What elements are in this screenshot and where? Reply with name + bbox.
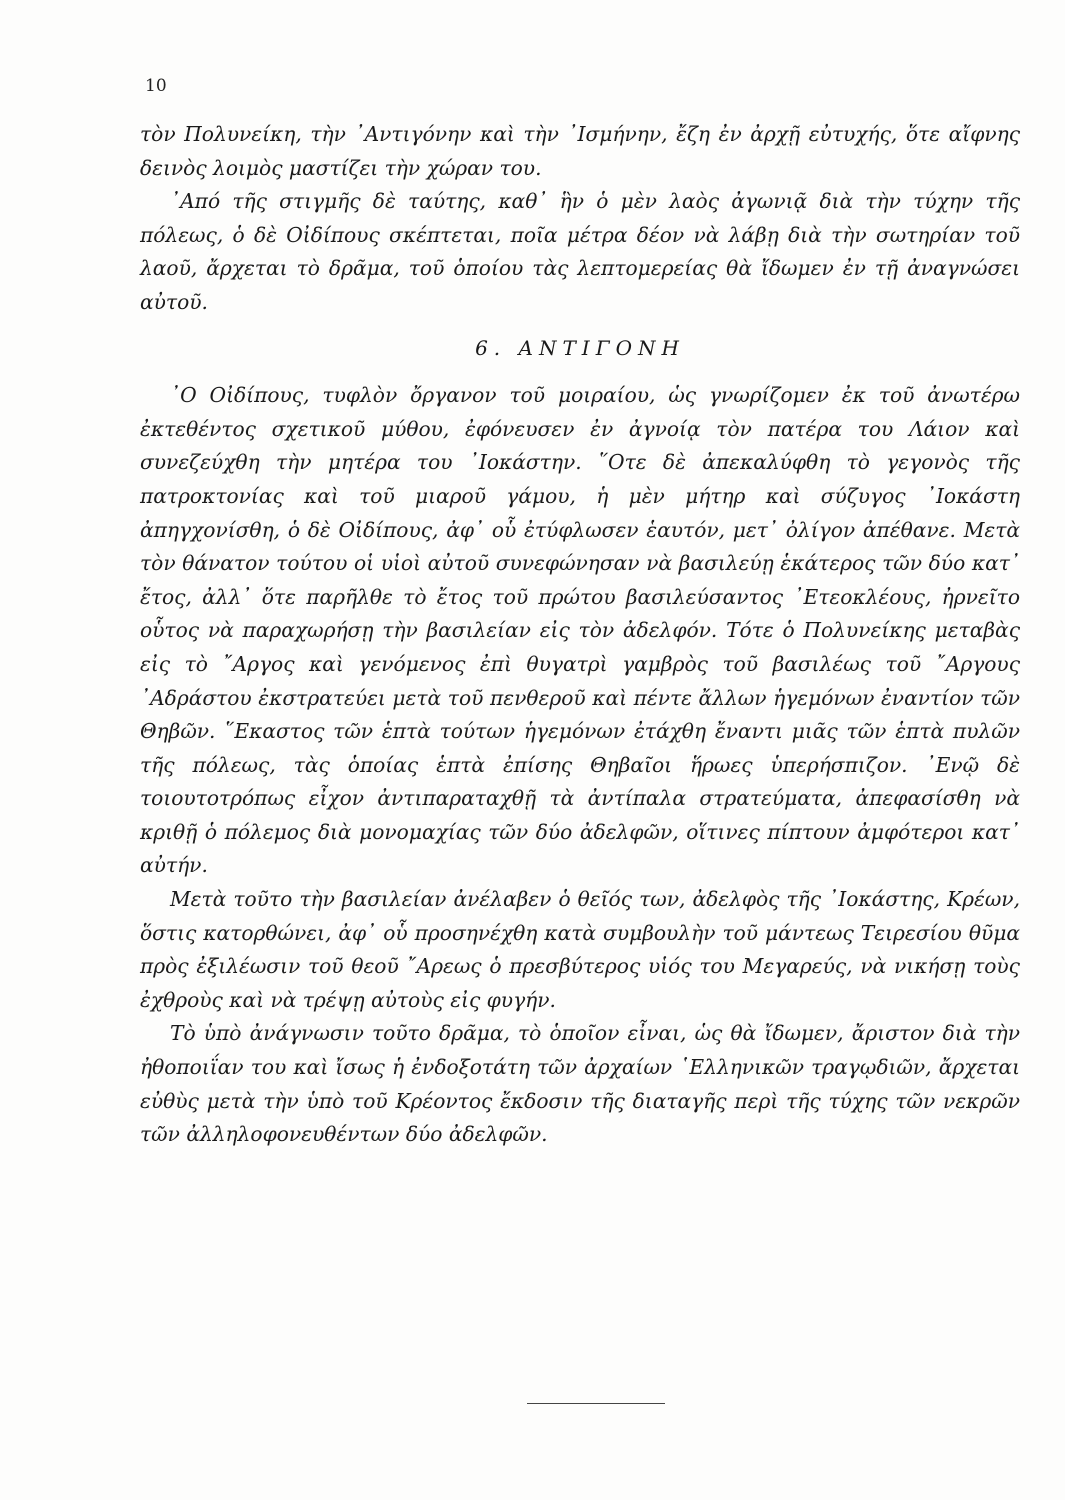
body-text [140, 118, 1020, 1152]
paragraph-creon: Μετὰ τοῦτο τὴν βασιλείαν ἀνέλαβεν ὁ θεῖός των, ἀδελφὸς τῆς ᾿Ιοκάστης, Κρέων, ὅστις κατορθώνει, ἀφ᾿ οὗ προσηνέχθη κατὰ συμβουλὴν τοῦ μάντεως Τειρεσίου θῦμα πρὸς ἐξιλέωσιν τοῦ θεοῦ ῎Αρεως ὁ πρεσβύτερος υἱός του Μεγαρεύς, νὰ νικήσῃ τοὺς ἐχθροὺς καὶ νὰ τρέψῃ αὐτοὺς εἰς φυγήν. [140, 887, 1020, 1012]
paragraph-intro-continuation: τὸν Πολυνείκη, τὴν ᾿Αντιγόνην καὶ τὴν ᾿Ισμήνην, ἔζη ἐν ἀρχῇ εὐτυχής, ὅτε αἴφνης δεινὸς λοιμὸς μαστίζει τὴν χώραν του. [140, 122, 1020, 180]
paragraph-drama-start: ᾿Από τῆς στιγμῆς δὲ ταύτης, καθ᾿ ἣν ὁ μὲν λαὸς ἀγωνιᾷ διὰ τὴν τύχην τῆς πόλεως, ὁ δὲ Οἰδίπους σκέπτεται, ποῖα μέτρα δέον νὰ λάβῃ διὰ τὴν σωτηρίαν τοῦ λαοῦ, ἄρχεται τὸ δρᾶμα, τοῦ ὁποίου τὰς λεπτομερείας θὰ ἴδωμεν ἐν τῇ ἀναγνώσει αὐτοῦ. [140, 189, 1020, 314]
paragraph-antigone-myth: ᾿Ο Οἰδίπους, τυφλὸν ὄργανον τοῦ μοιραίου, ὡς γνωρίζομεν ἐκ τοῦ ἀνωτέρω ἐκτεθέντος σχετικοῦ μύθου, ἐφόνευσεν ἐν ἀγνοίᾳ τὸν πατέρα του Λάιον καὶ συνεζεύχθη τὴν μητέρα του ᾿Ιοκάστην. ῞Οτε δὲ ἀπεκαλύφθη τὸ γεγονὸς τῆς πατροκτονίας καὶ τοῦ μιαροῦ γάμου, ἡ μὲν μήτηρ καὶ σύζυγος ᾿Ιοκάστη ἀπηγχονίσθη, ὁ δὲ Οἰδίπους, ἀφ᾿ οὗ ἐτύφλωσεν ἑαυτόν, μετ᾿ ὀλίγον ἀπέθανε. Μετὰ τὸν θάνατον τούτου οἱ υἱοὶ αὐτοῦ συνεφώνησαν νὰ βασιλεύῃ ἑκάτερος τῶν δύο κατ᾿ ἔτος, ἀλλ᾿ ὅτε παρῆλθε τὸ ἔτος τοῦ πρώτου βασιλεύσαντος ᾿Ετεοκλέους, ἠρνεῖτο οὗτος νὰ παραχωρήσῃ τὴν βασιλείαν εἰς τὸν ἀδελφόν. Τότε ὁ Πολυνείκης μεταβὰς εἰς τὸ ῎Αργος καὶ γενόμενος ἐπὶ θυγατρὶ γαμβρὸς τοῦ βασιλέως τοῦ ῎Αργους ᾿Αδράστου ἐκστρατεύει μετὰ τοῦ πενθεροῦ καὶ πέντε ἄλλων ἡγεμόνων ἐναντίον τῶν Θηβῶν. ῞Εκαστος τῶν ἑπτὰ τούτων ἡγεμόνων ἐτάχθη ἔναντι μιᾶς τῶν ἑπτὰ πυλῶν τῆς πόλεως, τὰς ὁποίας ἑπτὰ ἐπίσης Θηβαῖοι ἥρωες ὑπερήσπιζον. ᾿Ενῷ δὲ τοιουτοτρόπως εἶχον ἀντιπαραταχθῇ τὰ ἀντίπαλα στρατεύματα, ἀπεφασίσθη νὰ κριθῇ ὁ πόλεμος διὰ μονομαχίας τῶν δύο ἀδελφῶν, οἵτινες πίπτουν ἀμφότεροι κατ᾿ αὐτήν. [140, 383, 1020, 878]
paragraph-drama-intro: Τὸ ὑπὸ ἀνάγνωσιν τοῦτο δρᾶμα, τὸ ὁποῖον εἶναι, ὡς θὰ ἴδωμεν, ἄριστον διὰ τὴν ἠθοποιΐαν του καὶ ἴσως ἡ ἐνδοξοτάτη τῶν ἀρχαίων ῾Ελληνικῶν τραγῳδιῶν, ἄρχεται εὐθὺς μετὰ τὴν ὑπὸ τοῦ Κρέοντος ἔκδοσιν τῆς διαταγῆς περὶ τῆς τύχης τῶν νεκρῶν τῶν ἀλληλοφονευθέντων δύο ἀδελφῶν. [140, 1021, 1020, 1147]
section-heading: 6. ΑΝΤΙΓΟΝΗ [475, 335, 685, 360]
end-rule-divider [527, 1403, 665, 1404]
page-number: 10 [145, 76, 167, 96]
